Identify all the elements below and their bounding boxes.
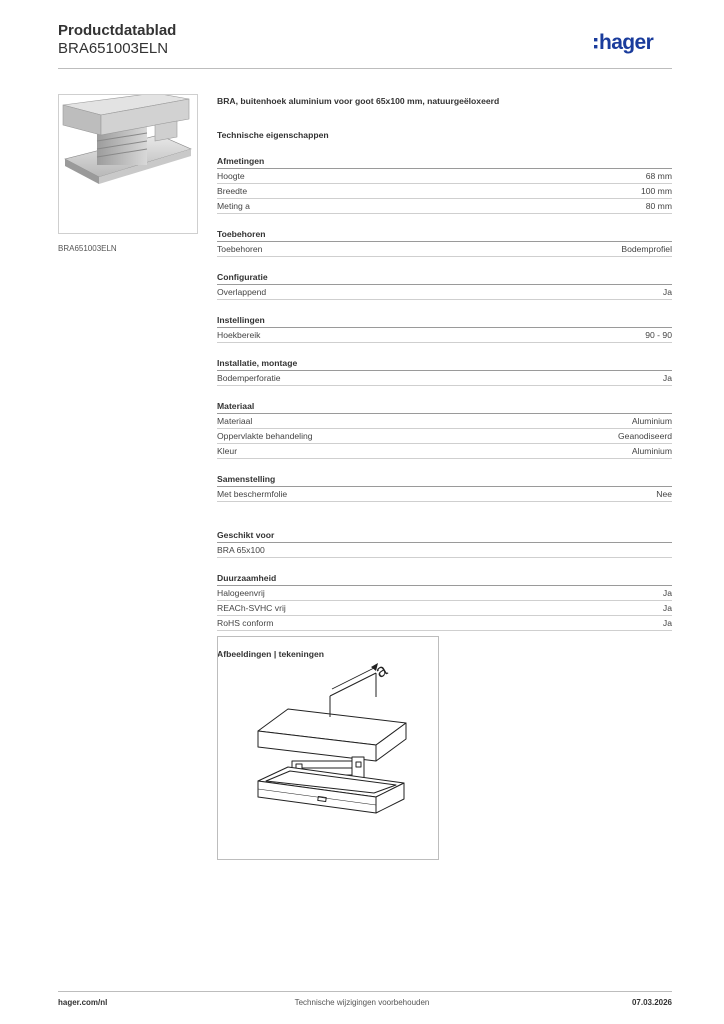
thumbnail-caption: BRA651003ELN bbox=[58, 244, 117, 253]
spec-row bbox=[217, 199, 672, 214]
section-toebehoren bbox=[217, 228, 672, 257]
section-title: Installatie, montage bbox=[217, 357, 672, 371]
spec-value: 80 mm bbox=[645, 201, 672, 211]
spec-label: Meting a bbox=[217, 201, 250, 211]
footer-disclaimer: Technische wijzigingen voorbehouden bbox=[294, 998, 430, 1007]
spec-row bbox=[217, 414, 672, 429]
page-title: Productdatablad bbox=[58, 22, 177, 39]
spec-value: 68 mm bbox=[645, 171, 672, 181]
section-title: Samenstelling bbox=[217, 473, 672, 487]
spec-value: Ja bbox=[662, 373, 672, 383]
spec-label: Breedte bbox=[217, 186, 248, 196]
spec-label: RoHS conform bbox=[217, 618, 274, 628]
spec-row bbox=[217, 586, 672, 601]
spec-label: Overlappend bbox=[217, 287, 267, 297]
spec-label: Bodemperforatie bbox=[217, 373, 281, 383]
logo-text: hager bbox=[599, 31, 654, 54]
spec-value: Aluminium bbox=[631, 446, 672, 456]
spec-value: Geanodiseerd bbox=[618, 431, 672, 441]
product-photo-icon bbox=[59, 95, 197, 233]
spec-row bbox=[217, 242, 672, 257]
spec-row bbox=[217, 371, 672, 386]
section-installatie bbox=[217, 357, 672, 386]
section-geschikt-voor bbox=[217, 529, 672, 558]
product-code: BRA651003ELN bbox=[58, 40, 169, 57]
section-instellingen bbox=[217, 314, 672, 343]
section-title: Instellingen bbox=[217, 314, 672, 328]
spec-value: Ja bbox=[662, 588, 672, 598]
technical-drawing bbox=[217, 636, 439, 860]
spec-label: Kleur bbox=[217, 446, 238, 456]
footer-divider bbox=[58, 991, 672, 992]
spec-value: Aluminium bbox=[631, 416, 672, 426]
spec-row bbox=[217, 184, 672, 199]
product-description: BRA, buitenhoek aluminium voor goot 65x100 mm, natuurgeëloxeerd bbox=[217, 96, 500, 106]
logo-dot-top bbox=[594, 38, 597, 41]
spec-row bbox=[217, 328, 672, 343]
spec-label: Halogeenvrij bbox=[217, 588, 265, 598]
spec-label: BRA 65x100 bbox=[217, 545, 265, 555]
spec-row bbox=[217, 429, 672, 444]
section-title: Geschikt voor bbox=[217, 529, 672, 543]
spec-row bbox=[217, 285, 672, 300]
spec-row bbox=[217, 543, 672, 558]
spec-value: Ja bbox=[662, 287, 672, 297]
section-title: Materiaal bbox=[217, 400, 672, 414]
section-materiaal bbox=[217, 400, 672, 459]
spec-value: Bodemprofiel bbox=[621, 244, 672, 254]
spec-label: REACh-SVHC vrij bbox=[217, 603, 286, 613]
footer-date: 07.03.2026 bbox=[631, 998, 672, 1007]
logo-dot-bottom bbox=[594, 45, 597, 48]
spec-content bbox=[217, 96, 672, 660]
corner-drawing-icon bbox=[218, 637, 438, 859]
tech-properties-heading: Technische eigenschappen bbox=[217, 130, 329, 140]
spec-value: Ja bbox=[662, 618, 672, 628]
section-title: Afmetingen bbox=[217, 155, 672, 169]
section-configuratie bbox=[217, 271, 672, 300]
spec-value: 100 mm bbox=[640, 186, 672, 196]
section-samenstelling bbox=[217, 473, 672, 502]
spec-value: Nee bbox=[656, 489, 672, 499]
spec-row bbox=[217, 487, 672, 502]
spec-row bbox=[217, 444, 672, 459]
spec-value: 90 - 90 bbox=[645, 330, 672, 340]
product-thumbnail bbox=[58, 94, 198, 234]
spec-label: Oppervlakte behandeling bbox=[217, 431, 313, 441]
spec-row bbox=[217, 169, 672, 184]
hager-logo bbox=[594, 30, 674, 56]
spec-value: Ja bbox=[662, 603, 672, 613]
section-title: Toebehoren bbox=[217, 228, 672, 242]
footer-website-link[interactable]: hager.com/nl bbox=[58, 998, 108, 1007]
drawings-heading: Afbeeldingen | tekeningen bbox=[217, 649, 324, 659]
spec-label: Hoekbereik bbox=[217, 330, 261, 340]
spec-label: Materiaal bbox=[217, 416, 253, 426]
section-duurzaamheid bbox=[217, 572, 672, 631]
spec-row bbox=[217, 616, 672, 631]
spec-label: Met beschermfolie bbox=[217, 489, 288, 499]
section-title: Duurzaamheid bbox=[217, 572, 672, 586]
spec-label: Hoogte bbox=[217, 171, 245, 181]
spec-label: Toebehoren bbox=[217, 244, 263, 254]
header-divider bbox=[58, 68, 672, 69]
section-afmetingen bbox=[217, 155, 672, 214]
dimension-label: a bbox=[371, 659, 391, 682]
spec-row bbox=[217, 601, 672, 616]
section-title: Configuratie bbox=[217, 271, 672, 285]
